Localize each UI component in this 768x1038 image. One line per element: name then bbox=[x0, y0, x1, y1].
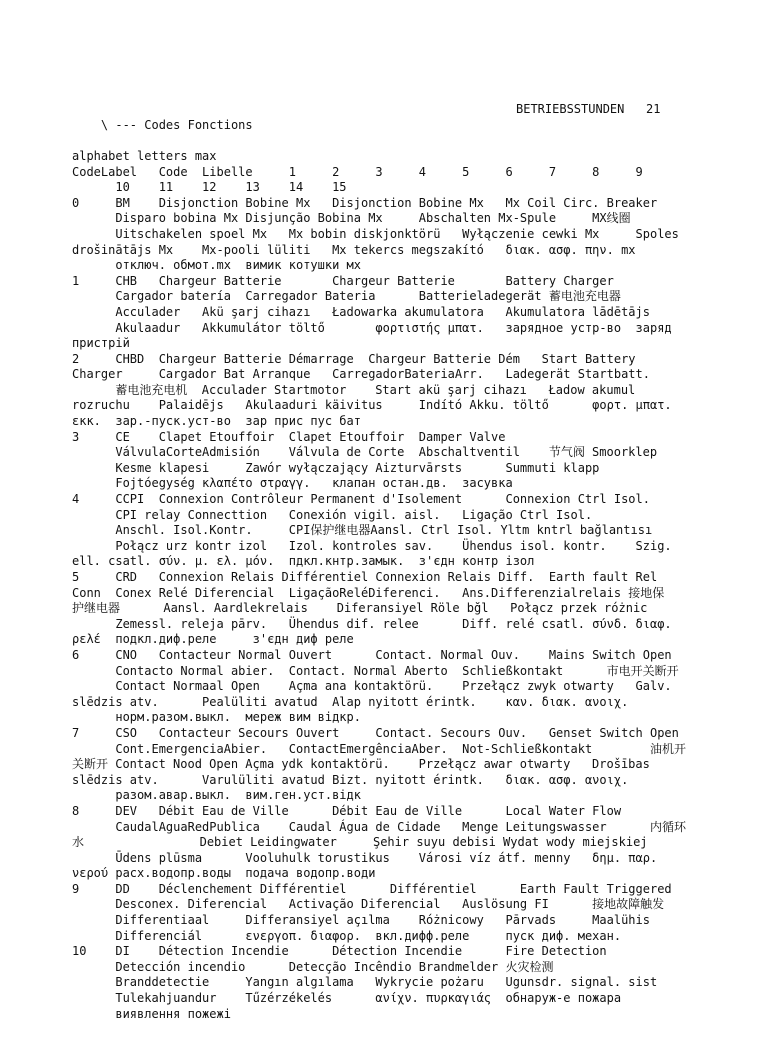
text-line: Differenciál ενεργοπ. διαφορ. вкл.дифф.реле пуск диф. механ. bbox=[72, 928, 622, 943]
text-line: ell. csatl. σύν. μ. ελ. μόν. пдкл.кнтр.замык. з'єдн контр ізол bbox=[72, 554, 535, 569]
text-line: пристрій bbox=[72, 336, 130, 351]
text-line: Detección incendio Detecção Incêndio Brandmelder 火灾检测 bbox=[72, 959, 554, 974]
text-line: 2 CHBD Chargeur Batterie Démarrage Chargeur Batterie Dém Start Battery bbox=[72, 351, 636, 366]
text-line: 5 CRD Connexion Relais Différentiel Connexion Relais Diff. Earth fault Rel bbox=[72, 570, 658, 584]
text-line: Kesme klapesi Zawór wyłączający Aizturvārsts Summuti klapp bbox=[72, 460, 600, 475]
text-line: Zemessl. releja pārv. Ühendus dif. relee Diff. relé csatl. σύνδ. διαφ. bbox=[72, 616, 672, 631]
text-line: разом.авар.выкл. вим.ген.уст.відк bbox=[72, 788, 361, 803]
text-line: Disparo bobina Mx Disjunção Bobina Mx Abschalten Mx-Spule MX线圈 bbox=[72, 211, 631, 226]
text-line: виявлення пожежі bbox=[72, 1006, 231, 1021]
header-right-label: BETRIEBSSTUNDEN 21 bbox=[516, 102, 661, 117]
text-line: Contact Normaal Open Açma ana kontaktörü. Przełącz zwyk otwarty Galv. bbox=[72, 679, 672, 694]
text-line: Acculader Akü şarj cihazı Ładowarka akumulatora Akumulatora lādētājs bbox=[72, 304, 650, 319]
text-line: drošinātājs Mx Mx-pooli lüliti Mx tekercs megszakító διακ. ασφ. πην. mx bbox=[72, 242, 636, 257]
text-line: CodeLabel Code Libelle 1 2 3 4 5 6 7 8 9 bbox=[72, 164, 643, 179]
text-line: 护继电器 Aansl. Aardlekrelais Diferansiyel Röle bğl Połącz przek różnic bbox=[72, 601, 648, 616]
text-line: норм.разом.выкл. мереж вим відкр. bbox=[72, 710, 361, 725]
text-line: Cargador batería Carregador Bateria Batterieladegerät 蓄电池充电器 bbox=[72, 289, 621, 304]
text-line: 水 Debiet Leidingwater Şehir suyu debisi Wydat wody miejskiej bbox=[72, 835, 648, 850]
text-line: Cont.EmergenciaAbier. ContactEmergênciaAber. Not-Schließkontakt 油机开 bbox=[72, 741, 686, 756]
text-line: slēdzis atv. Pealüliti avatud Alap nyitott érintk. καν. διακ. ανοιχ. bbox=[72, 694, 629, 709]
text-line: εκκ. зар.-пуск.уст-во зар прис пус бат bbox=[72, 414, 361, 429]
text-line: 10 DI Détection Incendie Détection Incendie Fire Detection bbox=[72, 944, 607, 959]
text-line: Contacto Normal abier. Contact. Normal Aberto Schließkontakt 市电开关断开 bbox=[72, 663, 679, 678]
text-line: Anschl. Isol.Kontr. CPI保护继电器Aansl. Ctrl Isol. Yltm kntrl bağlantısı bbox=[72, 523, 653, 538]
text-line: 4 CCPI Connexion Contrôleur Permanent d'Isolement Connexion Ctrl Isol. bbox=[72, 492, 650, 507]
text-line: rozruchu Palaidējs Akulaaduri käivitus Indító Akku. töltő φορτ. μπατ. bbox=[72, 398, 672, 413]
text-line: 10 11 12 13 14 15 bbox=[72, 180, 347, 195]
text-line: ρελέ подкл.диф.реле з'єдн диф реле bbox=[72, 632, 354, 647]
text-line: Branddetectie Yangın algılama Wykrycie pożaru Ugunsdr. signal. sist bbox=[72, 975, 658, 990]
header-line bbox=[72, 102, 696, 132]
text-line: Uitschakelen spoel Mx Mx bobin diskjonktörü Wyłączenie cewki Mx Spoles bbox=[72, 226, 679, 241]
text-line: 7 CSO Contacteur Secours Ouvert Contact. Secours Ouv. Genset Switch Open bbox=[72, 725, 679, 740]
text-line: 6 CNO Contacteur Normal Ouvert Contact. Normal Ouv. Mains Switch Open bbox=[72, 647, 672, 662]
text-line: отключ. обмот.mx вимик котушки мх bbox=[72, 258, 361, 273]
document-title: \ --- Codes Fonctions bbox=[100, 117, 253, 132]
text-line: slēdzis atv. Varulüliti avatud Bizt. nyitott érintk. διακ. ασφ. ανοιχ. bbox=[72, 772, 629, 787]
text-line: Akulaadur Akkumulátor töltő φορτιστής μπατ. зарядное устр-во заряд bbox=[72, 320, 672, 335]
text-line: 蓄电池充电机 Acculader Startmotor Start akü şarj cihazı Ładow akumul bbox=[72, 382, 636, 397]
text-line: CPI relay Connecttion Conexión vigil. aisl. Ligação Ctrl Isol. bbox=[72, 507, 593, 522]
text-line: νερού расх.водопр.воды подача водопр.води bbox=[72, 866, 376, 881]
text-line: VálvulaCorteAdmisión Válvula de Corte Abschaltventil 节气阀 Smoorklep bbox=[72, 445, 658, 460]
text-line: Fojtóegység κλαπέτο στραγγ. клапан остан.дв. засувка bbox=[72, 476, 513, 491]
text-line: Połącz urz kontr izol Izol. kontroles sav. Ühendus isol. kontr. Szig. bbox=[72, 538, 672, 553]
text-line: Ūdens plūsma Vooluhulk torustikus Városi víz átf. menny δημ. παρ. bbox=[72, 850, 658, 865]
text-line: 1 CHB Chargeur Batterie Chargeur Batterie Battery Charger bbox=[72, 273, 614, 288]
text-line: 3 CE Clapet Etouffoir Clapet Etouffoir Damper Valve bbox=[72, 429, 506, 444]
text-lines bbox=[72, 149, 696, 1022]
text-line: 0 BM Disjonction Bobine Mx Disjonction Bobine Mx Mx Coil Circ. Breaker bbox=[72, 195, 658, 210]
text-line: 关断开 Contact Nood Open Açma ydk kontaktörü. Przełącz awar otwarty Drošības bbox=[72, 757, 650, 772]
text-line: Charger Cargador Bat Arranque CarregadorBateriaArr. Ladegerät Startbatt. bbox=[72, 367, 650, 382]
text-line: 9 DD Déclenchement Différentiel Différentiel Earth Fault Triggered bbox=[72, 881, 672, 896]
text-line: Tulekahjuandur Tűzérzékelés ανίχν. πυρκαγιάς обнаруж-е пожара bbox=[72, 991, 622, 1006]
text-line: Desconex. Diferencial Activação Diferencial Auslösung FI 接地故障触发 bbox=[72, 897, 665, 912]
text-line: 8 DEV Débit Eau de Ville Débit Eau de Ville Local Water Flow bbox=[72, 803, 622, 818]
text-line: alphabet letters max bbox=[72, 148, 217, 163]
text-line: CaudalAguaRedPublica Caudal Água de Cidade Menge Leitungswasser 内循环 bbox=[72, 819, 686, 834]
document-page bbox=[72, 71, 696, 1038]
text-line: Differentiaal Differansiyel açılma Różnicowy Pārvads Maalühis bbox=[72, 913, 650, 928]
text-line: Conn Conex Relé Diferencial LigaçãoReléDiferenci. Ans.Differenzialrelais 接地保 bbox=[72, 585, 665, 600]
